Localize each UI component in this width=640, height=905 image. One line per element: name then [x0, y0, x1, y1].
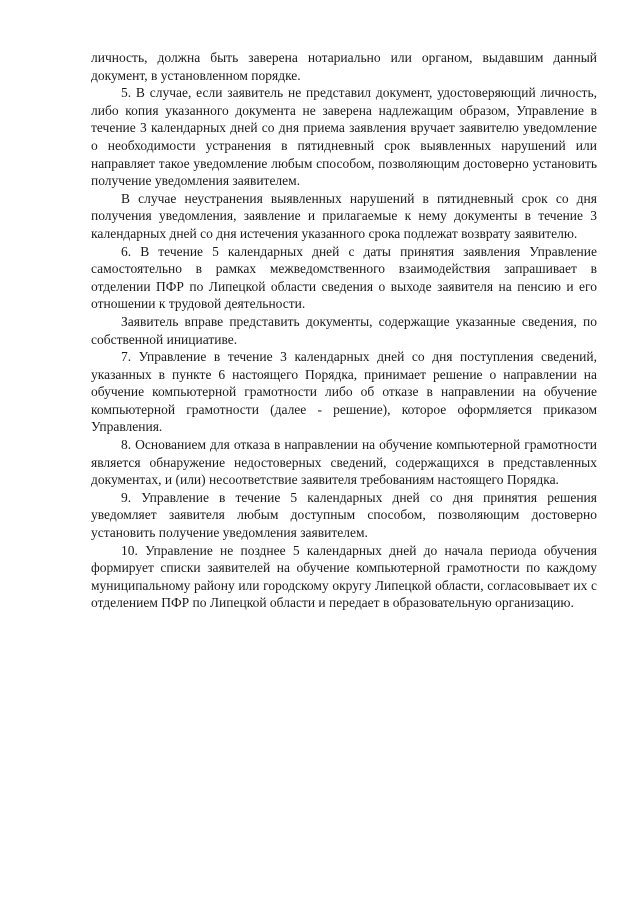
paragraph-item-5: 5. В случае, если заявитель не представил документ, удостоверяющий личность, либо копия указанного документа не заверена надлежащим образом, Управление в течение 3 календарных дней со дня приема заявления вручает заявителю уведомление о необходимости устранения в пятидневный срок выявленных нарушений или направляет такое уведомление любым способом, позволяющим достоверно установить получение уведомления заявителем. [91, 85, 597, 189]
document-body [91, 49, 597, 612]
paragraph-item-5-return: В случае неустранения выявленных нарушений в пятидневный срок со дня получения уведомления, заявление и прилагаемые к нему документы в течение 3 календарных дней со дня истечения указанного срока подлежат возврату заявителю. [91, 190, 597, 241]
paragraph-item-6-initiative: Заявитель вправе представить документы, содержащие указанные сведения, по собственной инициативе. [91, 313, 597, 347]
paragraph-item-7: 7. Управление в течение 3 календарных дней со дня поступления сведений, указанных в пункте 6 настоящего Порядка, принимает решение о направлении на обучение компьютерной грамотности либо об отказе в направлении на обучение компьютерной грамотности (далее - решение), которое оформляется приказом Управления. [91, 349, 597, 435]
paragraph-continuation: личность, должна быть заверена нотариально или органом, выдавшим данный документ, в установленном порядке. [91, 50, 597, 83]
paragraph-item-10: 10. Управление не позднее 5 календарных дней до начала периода обучения формирует списки заявителей на обучение компьютерной грамотности по каждому муниципальному району или городскому округу Липецкой области, согласовывает их с отделением ПФР по Липецкой области и передает в образовательную организацию. [91, 542, 597, 611]
paragraph-item-9: 9. Управление в течение 5 календарных дней со дня принятия решения уведомляет заявителя любым доступным способом, позволяющим достоверно установить получение уведомления заявителем. [91, 489, 597, 541]
paragraph-item-8: 8. Основанием для отказа в направлении на обучение компьютерной грамотности является обнаружение недостоверных сведений, содержащихся в представленных документах, и (или) несоответствие заявителя требованиям настоящего Порядка. [91, 437, 597, 488]
paragraph-item-6: 6. В течение 5 календарных дней с даты принятия заявления Управление самостоятельно в рамках межведомственного взаимодействия запрашивает в отделении ПФР по Липецкой области сведения о выходе заявителя на пенсию и его отношении к трудовой деятельности. [91, 243, 597, 312]
